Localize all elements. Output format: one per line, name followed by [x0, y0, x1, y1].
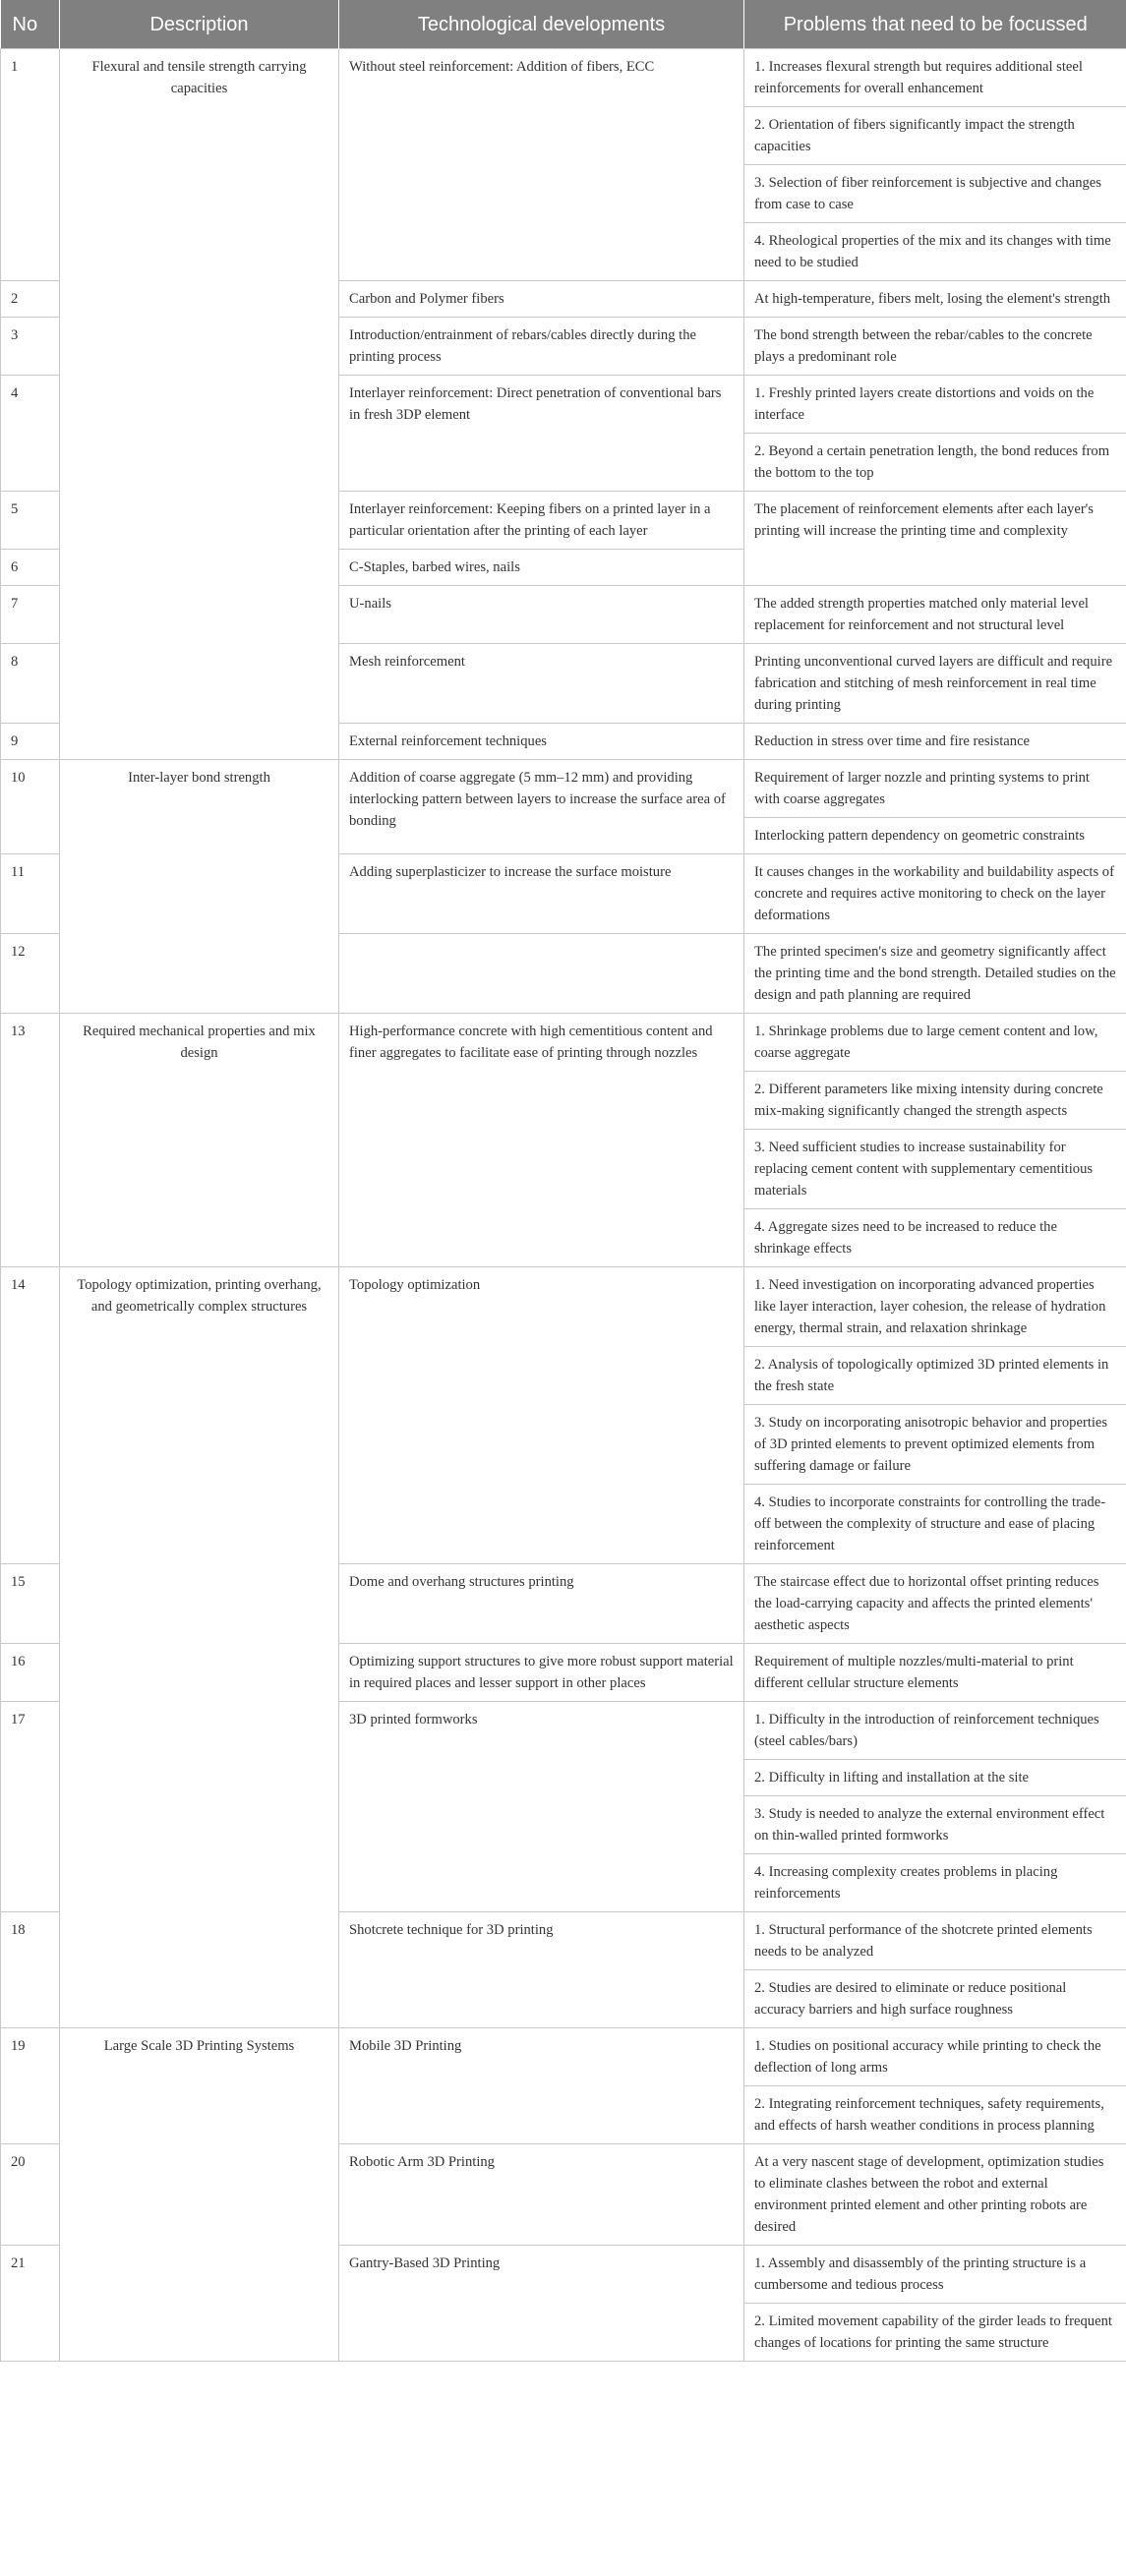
tech-cell: Topology optimization: [339, 1267, 744, 1564]
problem-cell: 3. Selection of fiber reinforcement is subjective and changes from case to case: [744, 165, 1126, 223]
header-row: [1, 0, 1126, 49]
tech-cell: Adding superplasticizer to increase the surface moisture: [339, 854, 744, 934]
problem-cell: 1. Studies on positional accuracy while printing to check the deflection of long arms: [744, 2028, 1126, 2086]
problem-cell: The placement of reinforcement elements after each layer's printing will increase the printing time and complexity: [744, 492, 1126, 586]
problem-cell: Requirement of multiple nozzles/multi-material to print different cellular structure elements: [744, 1644, 1126, 1702]
header-tech: Technological developments: [339, 0, 744, 49]
description-cell: Inter-layer bond strength: [60, 760, 339, 1014]
table-row: [1, 49, 1126, 107]
row-number: 11: [1, 854, 60, 934]
problem-cell: At high-temperature, fibers melt, losing the element's strength: [744, 281, 1126, 318]
row-number: 3: [1, 318, 60, 376]
problem-cell: 2. Difficulty in lifting and installation at the site: [744, 1760, 1126, 1796]
tech-cell: Carbon and Polymer fibers: [339, 281, 744, 318]
tech-cell: Gantry-Based 3D Printing: [339, 2246, 744, 2362]
row-number: 7: [1, 586, 60, 644]
tech-cell: Dome and overhang structures printing: [339, 1564, 744, 1644]
table-row: [1, 2028, 1126, 2086]
problem-cell: 4. Aggregate sizes need to be increased to reduce the shrinkage effects: [744, 1209, 1126, 1267]
header-no: No: [1, 0, 60, 49]
tech-cell: Mobile 3D Printing: [339, 2028, 744, 2144]
row-number: 20: [1, 2144, 60, 2246]
description-cell: Large Scale 3D Printing Systems: [60, 2028, 339, 2362]
problem-cell: Interlocking pattern dependency on geometric constraints: [744, 818, 1126, 854]
row-number: 10: [1, 760, 60, 854]
tech-cell: Without steel reinforcement: Addition of fibers, ECC: [339, 49, 744, 281]
problem-cell: 2. Orientation of fibers significantly impact the strength capacities: [744, 107, 1126, 165]
problem-cell: 2. Analysis of topologically optimized 3D printed elements in the fresh state: [744, 1347, 1126, 1405]
tech-cell: C-Staples, barbed wires, nails: [339, 550, 744, 586]
description-cell: Topology optimization, printing overhang, and geometrically complex structures: [60, 1267, 339, 2028]
row-number: 9: [1, 724, 60, 760]
tech-cell: Introduction/entrainment of rebars/cables directly during the printing process: [339, 318, 744, 376]
row-number: 13: [1, 1014, 60, 1267]
problem-cell: 1. Structural performance of the shotcrete printed elements needs to be analyzed: [744, 1912, 1126, 1970]
tech-cell: Robotic Arm 3D Printing: [339, 2144, 744, 2246]
row-number: 16: [1, 1644, 60, 1702]
tech-cell: Optimizing support structures to give more robust support material in required places and lesser support in other places: [339, 1644, 744, 1702]
problem-cell: Reduction in stress over time and fire resistance: [744, 724, 1126, 760]
problem-cell: 1. Need investigation on incorporating advanced properties like layer interaction, layer cohesion, the release of hydration energy, thermal strain, and relaxation shrinkage: [744, 1267, 1126, 1347]
row-number: 17: [1, 1702, 60, 1912]
tech-cell: Mesh reinforcement: [339, 644, 744, 724]
problem-cell: Requirement of larger nozzle and printing systems to print with coarse aggregates: [744, 760, 1126, 818]
problem-cell: 3. Need sufficient studies to increase sustainability for replacing cement content with supplementary cementitious materials: [744, 1130, 1126, 1209]
row-number: 2: [1, 281, 60, 318]
problem-cell: 1. Increases flexural strength but requires additional steel reinforcements for overall enhancement: [744, 49, 1126, 107]
problem-cell: 3. Study on incorporating anisotropic behavior and properties of 3D printed elements to prevent optimized elements from suffering damage or failure: [744, 1405, 1126, 1485]
problem-cell: Printing unconventional curved layers are difficult and require fabrication and stitching of mesh reinforcement in real time during printing: [744, 644, 1126, 724]
problem-cell: 1. Freshly printed layers create distortions and voids on the interface: [744, 376, 1126, 434]
problem-cell: It causes changes in the workability and buildability aspects of concrete and requires active monitoring to check on the layer deformations: [744, 854, 1126, 934]
problem-cell: 4. Increasing complexity creates problems in placing reinforcements: [744, 1854, 1126, 1912]
tech-cell: Addition of coarse aggregate (5 mm–12 mm) and providing interlocking pattern between layers to increase the surface area of bonding: [339, 760, 744, 854]
tech-cell: U-nails: [339, 586, 744, 644]
row-number: 6: [1, 550, 60, 586]
problem-cell: The bond strength between the rebar/cables to the concrete plays a predominant role: [744, 318, 1126, 376]
header-problems: Problems that need to be focussed: [744, 0, 1126, 49]
problem-cell: 2. Limited movement capability of the girder leads to frequent changes of locations for printing the same structure: [744, 2304, 1126, 2362]
table-row: [1, 1014, 1126, 1072]
problem-cell: At a very nascent stage of development, optimization studies to eliminate clashes between the robot and external environment printed element and other printing robots are desired: [744, 2144, 1126, 2246]
row-number: 14: [1, 1267, 60, 1564]
row-number: 12: [1, 934, 60, 1014]
table-row: [1, 760, 1126, 818]
problem-cell: 2. Studies are desired to eliminate or reduce positional accuracy barriers and high surface roughness: [744, 1970, 1126, 2028]
row-number: 8: [1, 644, 60, 724]
row-number: 19: [1, 2028, 60, 2144]
row-number: 1: [1, 49, 60, 281]
row-number: 15: [1, 1564, 60, 1644]
tech-cell: High-performance concrete with high cementitious content and finer aggregates to facilitate ease of printing through nozzles: [339, 1014, 744, 1267]
table-row: [1, 1267, 1126, 1347]
row-number: 21: [1, 2246, 60, 2362]
problem-cell: 3. Study is needed to analyze the external environment effect on thin-walled printed formworks: [744, 1796, 1126, 1854]
tech-cell: External reinforcement techniques: [339, 724, 744, 760]
description-cell: Flexural and tensile strength carrying capacities: [60, 49, 339, 760]
tech-cell: Interlayer reinforcement: Direct penetration of conventional bars in fresh 3DP element: [339, 376, 744, 492]
problem-cell: 2. Beyond a certain penetration length, the bond reduces from the bottom to the top: [744, 434, 1126, 492]
row-number: 4: [1, 376, 60, 492]
problem-cell: The printed specimen's size and geometry significantly affect the printing time and the bond strength. Detailed studies on the design and path planning are required: [744, 934, 1126, 1014]
tech-cell: [339, 934, 744, 1014]
problem-cell: 1. Assembly and disassembly of the printing structure is a cumbersome and tedious process: [744, 2246, 1126, 2304]
problem-cell: 2. Different parameters like mixing intensity during concrete mix-making significantly changed the strength aspects: [744, 1072, 1126, 1130]
tech-cell: Shotcrete technique for 3D printing: [339, 1912, 744, 2028]
header-description: Description: [60, 0, 339, 49]
tech-cell: 3D printed formworks: [339, 1702, 744, 1912]
problem-cell: 4. Studies to incorporate constraints for controlling the trade-off between the complexity of structure and ease of placing reinforcement: [744, 1485, 1126, 1564]
problem-cell: 4. Rheological properties of the mix and its changes with time need to be studied: [744, 223, 1126, 281]
tech-cell: Interlayer reinforcement: Keeping fibers on a printed layer in a particular orientation after the printing of each layer: [339, 492, 744, 550]
description-cell: Required mechanical properties and mix design: [60, 1014, 339, 1267]
problem-cell: 1. Shrinkage problems due to large cement content and low, coarse aggregate: [744, 1014, 1126, 1072]
problem-cell: 1. Difficulty in the introduction of reinforcement techniques (steel cables/bars): [744, 1702, 1126, 1760]
problem-cell: 2. Integrating reinforcement techniques, safety requirements, and effects of harsh weather conditions in process planning: [744, 2086, 1126, 2144]
row-number: 18: [1, 1912, 60, 2028]
row-number: 5: [1, 492, 60, 550]
problem-cell: The added strength properties matched only material level replacement for reinforcement and not structural level: [744, 586, 1126, 644]
problem-cell: The staircase effect due to horizontal offset printing reduces the load-carrying capacity and affects the printed elements' aesthetic aspects: [744, 1564, 1126, 1644]
